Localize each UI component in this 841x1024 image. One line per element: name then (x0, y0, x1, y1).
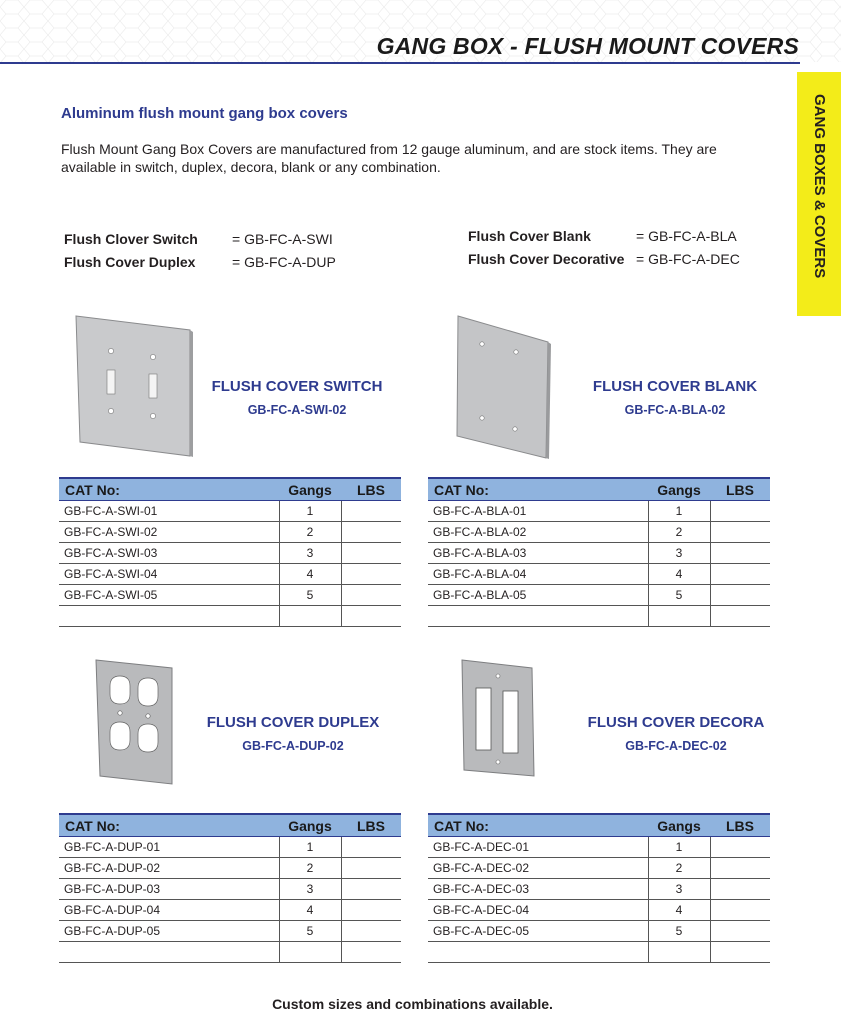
cell-lbs (710, 900, 770, 921)
cell-cat: GB-FC-A-DEC-03 (428, 879, 648, 900)
product-code-duplex: GB-FC-A-DUP-02 (242, 739, 344, 753)
table-row (428, 543, 770, 564)
side-tab-label: GANG BOXES & COVERS (811, 94, 828, 279)
spec-label: Flush Cover Blank (468, 228, 591, 244)
intro-paragraph: Flush Mount Gang Box Covers are manufactured from 12 gauge aluminum, and are stock items. They are available in switch, duplex, decora, blank or any combination. (61, 141, 717, 175)
cell-cat: GB-FC-A-BLA-03 (428, 543, 648, 564)
col-header-cat: CAT No: (428, 478, 648, 501)
table-row (59, 921, 401, 942)
col-header-lbs: LBS (710, 478, 770, 501)
spec-value: = GB-FC-A-DUP (232, 254, 336, 270)
table-row (59, 585, 401, 606)
table-row (428, 858, 770, 879)
cell-lbs (710, 564, 770, 585)
cell-cat: GB-FC-A-DUP-04 (59, 900, 279, 921)
cell-cat (59, 942, 279, 963)
table-row (428, 501, 770, 522)
cell-lbs (710, 858, 770, 879)
cell-cat: GB-FC-A-SWI-05 (59, 585, 279, 606)
table-row (59, 564, 401, 585)
cell-lbs (710, 942, 770, 963)
cell-cat: GB-FC-A-SWI-01 (59, 501, 279, 522)
cell-gangs (648, 606, 710, 627)
col-header-gangs: Gangs (648, 478, 710, 501)
table-row (428, 606, 770, 627)
cell-cat: GB-FC-A-SWI-03 (59, 543, 279, 564)
table-row (428, 942, 770, 963)
table-row (428, 921, 770, 942)
cell-gangs: 5 (648, 921, 710, 942)
cell-gangs: 1 (279, 837, 341, 858)
cell-cat: GB-FC-A-SWI-02 (59, 522, 279, 543)
cell-cat: GB-FC-A-DEC-05 (428, 921, 648, 942)
footer-note: Custom sizes and combinations available. (272, 996, 553, 1012)
section-side-tab (797, 72, 841, 316)
table-row (59, 501, 401, 522)
cell-lbs (341, 942, 401, 963)
cell-cat (59, 606, 279, 627)
table-row (428, 522, 770, 543)
cell-cat: GB-FC-A-BLA-01 (428, 501, 648, 522)
title-divider (0, 62, 800, 64)
cell-lbs (341, 564, 401, 585)
col-header-cat: CAT No: (59, 478, 279, 501)
cell-gangs: 4 (279, 564, 341, 585)
cell-gangs (648, 942, 710, 963)
catalog-table-switch (59, 477, 401, 627)
table-row (59, 543, 401, 564)
cell-cat: GB-FC-A-DUP-05 (59, 921, 279, 942)
cell-gangs: 5 (279, 585, 341, 606)
cell-gangs (279, 942, 341, 963)
col-header-gangs: Gangs (279, 814, 341, 837)
cell-lbs (341, 837, 401, 858)
cell-gangs: 4 (648, 564, 710, 585)
table-row (428, 837, 770, 858)
col-header-gangs: Gangs (648, 814, 710, 837)
duplex-plate-icon (92, 656, 176, 786)
product-code-switch: GB-FC-A-SWI-02 (247, 403, 347, 417)
col-header-lbs: LBS (341, 814, 401, 837)
page-title: GANG BOX - FLUSH MOUNT COVERS (376, 33, 799, 59)
switch-plate-icon (70, 312, 196, 458)
cell-lbs (710, 522, 770, 543)
cell-lbs (341, 858, 401, 879)
spec-value: = GB-FC-A-DEC (636, 251, 740, 267)
spec-label: Flush Cover Duplex (64, 254, 196, 270)
cell-lbs (710, 879, 770, 900)
product-code-blank: GB-FC-A-BLA-02 (624, 403, 726, 417)
table-row (59, 522, 401, 543)
cell-gangs: 2 (279, 522, 341, 543)
table-row (59, 606, 401, 627)
cell-lbs (341, 585, 401, 606)
table-row (59, 837, 401, 858)
cell-cat: GB-FC-A-DUP-02 (59, 858, 279, 879)
cell-gangs: 3 (648, 543, 710, 564)
cell-gangs: 4 (279, 900, 341, 921)
spec-label: Flush Cover Decorative (468, 251, 625, 267)
cell-lbs (710, 606, 770, 627)
cell-cat: GB-FC-A-DEC-04 (428, 900, 648, 921)
product-name-duplex: FLUSH COVER DUPLEX (206, 714, 380, 731)
cell-gangs: 1 (648, 837, 710, 858)
cell-gangs: 5 (279, 921, 341, 942)
cell-cat: GB-FC-A-BLA-04 (428, 564, 648, 585)
blank-plate-icon (452, 312, 552, 460)
cell-lbs (710, 921, 770, 942)
table-row (59, 879, 401, 900)
table-row (428, 564, 770, 585)
cell-gangs: 1 (279, 501, 341, 522)
cell-lbs (710, 501, 770, 522)
cell-lbs (341, 921, 401, 942)
cell-lbs (710, 543, 770, 564)
table-row (428, 585, 770, 606)
cell-lbs (710, 837, 770, 858)
cell-cat: GB-FC-A-DEC-02 (428, 858, 648, 879)
cell-lbs (341, 900, 401, 921)
cell-lbs (341, 543, 401, 564)
cell-cat: GB-FC-A-DUP-01 (59, 837, 279, 858)
cell-gangs: 3 (279, 879, 341, 900)
product-name-blank: FLUSH COVER BLANK (592, 378, 758, 395)
cell-gangs (279, 606, 341, 627)
col-header-lbs: LBS (341, 478, 401, 501)
spec-value: = GB-FC-A-BLA (636, 228, 737, 244)
cell-cat (428, 942, 648, 963)
cell-gangs: 5 (648, 585, 710, 606)
cell-lbs (341, 501, 401, 522)
cell-gangs: 3 (648, 879, 710, 900)
cell-lbs (710, 585, 770, 606)
cell-cat: GB-FC-A-DEC-01 (428, 837, 648, 858)
table-row (59, 900, 401, 921)
cell-cat: GB-FC-A-BLA-05 (428, 585, 648, 606)
col-header-cat: CAT No: (59, 814, 279, 837)
col-header-gangs: Gangs (279, 478, 341, 501)
cell-lbs (341, 879, 401, 900)
product-code-decora: GB-FC-A-DEC-02 (625, 739, 727, 753)
product-name-decora: FLUSH COVER DECORA (587, 714, 765, 731)
cell-gangs: 1 (648, 501, 710, 522)
spec-label: Flush Clover Switch (64, 231, 198, 247)
catalog-table-decora (428, 813, 770, 963)
decora-plate-icon (458, 658, 538, 778)
cell-cat: GB-FC-A-BLA-02 (428, 522, 648, 543)
spec-value: = GB-FC-A-SWI (232, 231, 333, 247)
table-row (59, 858, 401, 879)
catalog-table-blank (428, 477, 770, 627)
cell-gangs: 2 (648, 858, 710, 879)
cell-cat (428, 606, 648, 627)
col-header-cat: CAT No: (428, 814, 648, 837)
cell-gangs: 2 (648, 522, 710, 543)
cell-lbs (341, 606, 401, 627)
section-subtitle: Aluminum flush mount gang box covers (61, 105, 348, 122)
product-name-switch: FLUSH COVER SWITCH (211, 378, 383, 395)
cell-cat: GB-FC-A-SWI-04 (59, 564, 279, 585)
catalog-table-duplex (59, 813, 401, 963)
table-row (428, 900, 770, 921)
cell-cat: GB-FC-A-DUP-03 (59, 879, 279, 900)
cell-gangs: 3 (279, 543, 341, 564)
table-row (428, 879, 770, 900)
cell-lbs (341, 522, 401, 543)
cell-gangs: 2 (279, 858, 341, 879)
col-header-lbs: LBS (710, 814, 770, 837)
cell-gangs: 4 (648, 900, 710, 921)
table-row (59, 942, 401, 963)
